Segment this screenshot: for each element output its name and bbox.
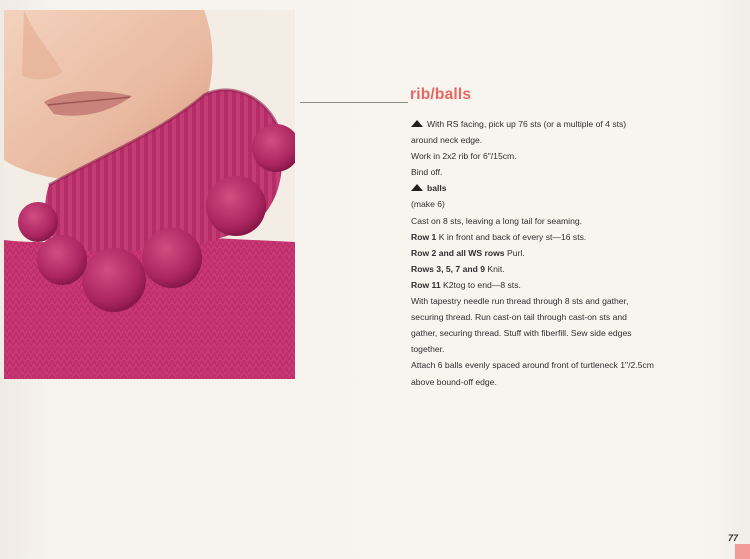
balls-cast-on: Cast on 8 sts, leaving a long tail for seaming. [411, 215, 583, 226]
row-2: Row 2 and all WS rows Purl. [411, 247, 525, 258]
attach-line-1: Attach 6 balls evenly spaced around front of turtleneck 1"/2.5cm [411, 360, 654, 371]
finishing-line-1: With tapestry needle run thread through 8 sts and gather, [411, 296, 629, 307]
balls-subheading: balls [411, 180, 711, 196]
page-number: 77 [728, 533, 739, 543]
heading-rule [300, 102, 408, 103]
section-heading: rib/balls [410, 86, 472, 103]
attach-line-2: above bound-off edge. [411, 376, 497, 387]
finishing-line-2: securing thread. Run cast-on tail through cast-on sts and [411, 312, 627, 323]
intro-line-4: Bind off. [411, 167, 443, 178]
row-1: Row 1 K in front and back of every st—16 sts. [411, 231, 587, 242]
intro-line-3: Work in 2x2 rib for 6"/15cm. [411, 151, 517, 162]
row-11: Row 11 K2tog to end—8 sts. [411, 279, 521, 290]
balls-make-count: (make 6) [411, 199, 445, 210]
finishing-line-4: together. [411, 344, 445, 355]
triangle-icon [411, 120, 423, 127]
page-color-tab [735, 544, 750, 559]
sweater-photo [4, 10, 295, 379]
triangle-icon [411, 184, 423, 191]
rows-3-5-7-9: Rows 3, 5, 7 and 9 Knit. [411, 263, 505, 274]
pattern-instructions [411, 116, 711, 390]
finishing-line-3: gather, securing thread. Stuff with fiberfill. Sew side edges [411, 328, 632, 339]
intro-line-1: With RS facing, pick up 76 sts (or a multiple of 4 sts) [411, 116, 711, 132]
intro-line-2: around neck edge. [411, 135, 483, 146]
